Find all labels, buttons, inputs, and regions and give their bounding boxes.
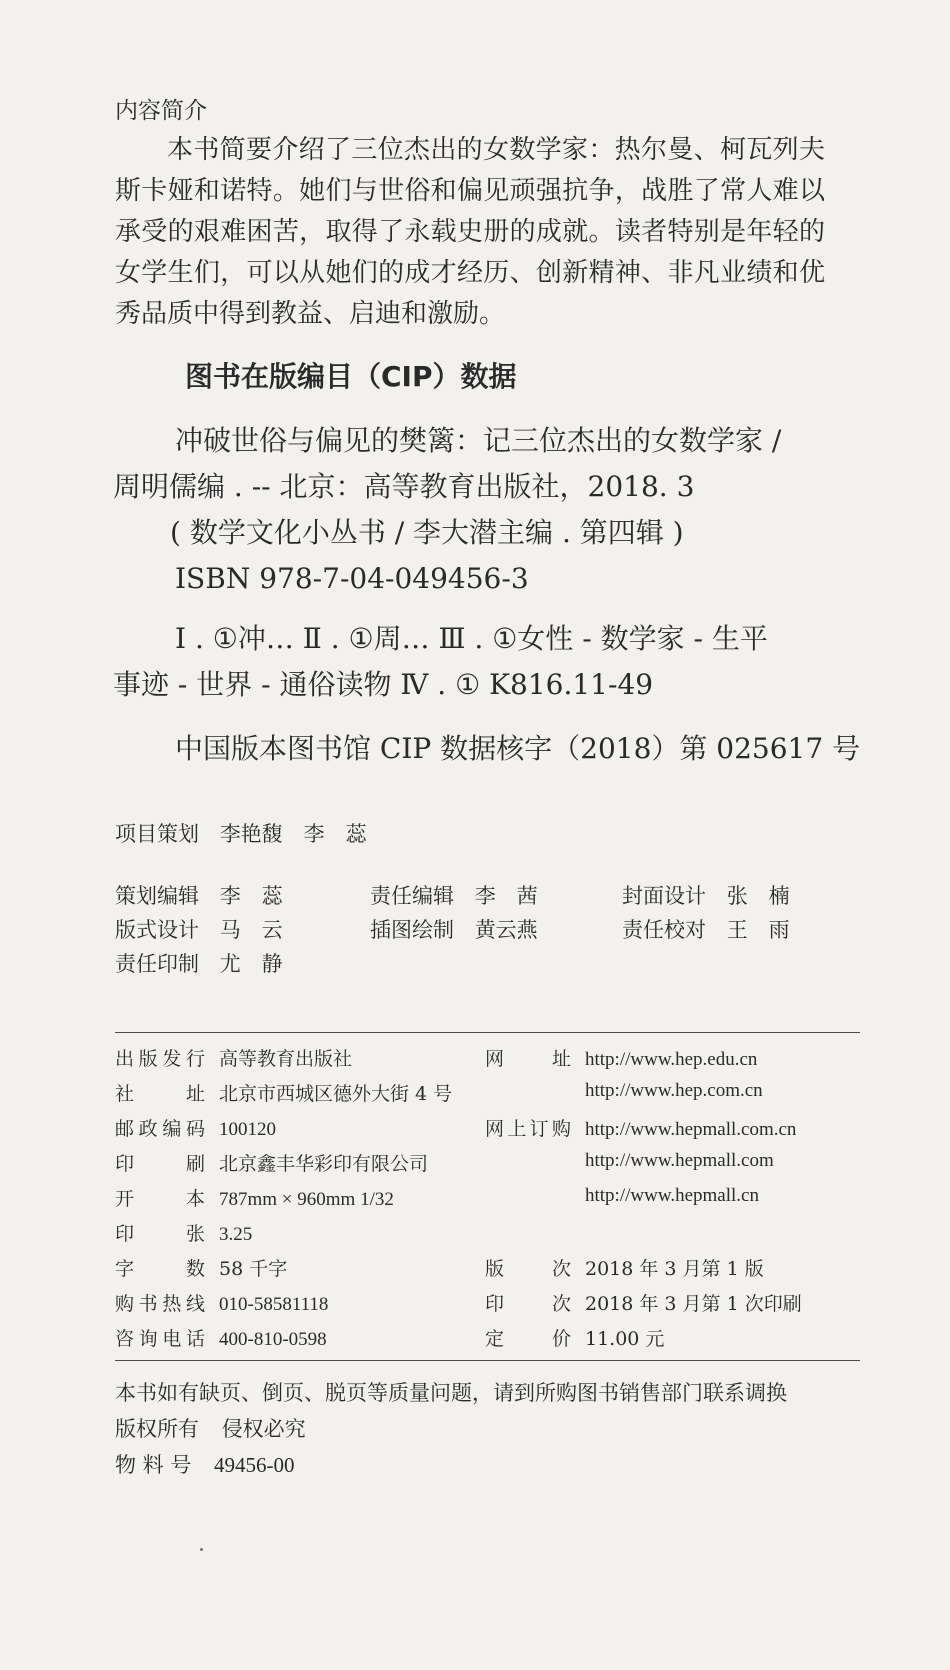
pub-label: 网址 [485, 1048, 571, 1070]
credit-item [115, 880, 283, 910]
material-label: 物 料 号 [115, 1453, 192, 1477]
credit-label: 项目策划 [115, 822, 199, 846]
credit-value: 黄云燕 [474, 918, 538, 942]
pub-label: 网上订购 [485, 1118, 571, 1140]
copyright-line [115, 1413, 306, 1443]
pub-value: 3.25 [219, 1224, 253, 1245]
pub-value: 北京市西城区德外大街 4 号 [219, 1083, 453, 1105]
pub-value: 11.00 元 [585, 1328, 665, 1350]
credit-value: 李艳馥 李 蕊 [219, 822, 367, 846]
pub-value: 2018 年 3 月第 1 版 [585, 1258, 764, 1280]
pub-value: http://www.hepmall.cn [585, 1185, 759, 1206]
credit-label: 责任印制 [115, 952, 199, 976]
pub-value: http://www.hepmall.com [585, 1150, 774, 1171]
pub-label: 购书热线 [115, 1293, 205, 1315]
credit-value: 马 云 [219, 918, 283, 942]
pub-value: http://www.hepmall.com.cn [585, 1119, 797, 1140]
pub-value: 58 千字 [219, 1258, 288, 1280]
credit-label: 责任编辑 [370, 884, 454, 908]
credit-value: 张 楠 [726, 884, 790, 908]
pub-label: 印次 [485, 1293, 571, 1315]
credit-value: 王 雨 [726, 918, 790, 942]
material-value: 49456-00 [214, 1453, 295, 1477]
credit-item [115, 914, 283, 944]
pub-label: 开本 [115, 1188, 205, 1210]
pub-row [485, 1044, 757, 1071]
credit-item [370, 880, 538, 910]
pub-label: 字数 [115, 1258, 205, 1280]
credit-label: 封面设计 [622, 884, 706, 908]
quality-notice: 本书如有缺页、倒页、脱页等质量问题，请到所购图书销售部门联系调换 [115, 1381, 787, 1405]
cip-line-3: ( 数学文化小丛书 / 李大潜主编 . 第四辑 ) [170, 516, 684, 549]
pub-label: 印刷 [115, 1153, 205, 1175]
pub-value: 100120 [219, 1119, 276, 1140]
intro-title: 内容简介 [115, 98, 207, 124]
pub-row [115, 1184, 394, 1211]
pub-row [485, 1289, 802, 1316]
pub-label: 版次 [485, 1258, 571, 1280]
credit-item [622, 880, 790, 910]
pub-row [485, 1149, 774, 1172]
pub-value: 010-58581118 [219, 1294, 329, 1315]
credit-value: 李 蕊 [219, 884, 283, 908]
pub-row [115, 1044, 352, 1071]
pub-row [485, 1324, 664, 1351]
pub-value: 787mm × 960mm 1/32 [219, 1189, 394, 1210]
pub-row [115, 1324, 327, 1351]
credit-value: 李 茜 [474, 884, 538, 908]
credit-item [370, 914, 538, 944]
pub-label: 定价 [485, 1328, 571, 1350]
pub-value: http://www.hep.edu.cn [585, 1049, 758, 1070]
pub-row [115, 1254, 287, 1281]
copyright-label: 版权所有 [115, 1417, 199, 1441]
pub-row [115, 1079, 452, 1106]
pub-label: 咨询电话 [115, 1328, 205, 1350]
print-speck [200, 1548, 203, 1551]
pub-value: 高等教育出版社 [219, 1048, 353, 1070]
cip-title: 图书在版编目（CIP）数据 [185, 360, 517, 393]
pub-row [115, 1289, 328, 1316]
copyright-value: 侵权必究 [221, 1417, 306, 1441]
intro-paragraph: 本书简要介绍了三位杰出的女数学家：热尔曼、柯瓦列夫斯卡娅和诺特。她们与世俗和偏见顽强抗争，战胜了常人难以承受的艰难困苦，取得了永载史册的成就。读者特别是年轻的女学生们，可以从她们的成才经历、创新精神、非凡业绩和优秀品质中得到教益、启迪和激励。 [115, 135, 825, 329]
material-number [115, 1449, 295, 1479]
cip-line-7: 中国版本图书馆 CIP 数据核字（2018）第 025617 号 [175, 732, 861, 765]
pub-row [485, 1184, 759, 1207]
credit-label: 策划编辑 [115, 884, 199, 908]
credit-label: 插图绘制 [370, 918, 454, 942]
cip-line-2: 周明儒编 . -- 北京：高等教育出版社，2018. 3 [113, 470, 695, 503]
pub-row [485, 1114, 796, 1141]
credit-project [115, 818, 367, 848]
cip-isbn: ISBN 978-7-04-049456-3 [175, 562, 529, 595]
credit-label: 版式设计 [115, 918, 199, 942]
credit-value: 尤 静 [219, 952, 283, 976]
credit-label: 责任校对 [622, 918, 706, 942]
pub-value: 400-810-0598 [219, 1329, 327, 1350]
pub-value: 北京鑫丰华彩印有限公司 [219, 1153, 429, 1175]
pub-value: 2018 年 3 月第 1 次印刷 [585, 1293, 802, 1315]
pub-row [485, 1254, 764, 1281]
pub-row [115, 1114, 276, 1141]
intro-body [115, 130, 825, 335]
pub-row [115, 1149, 428, 1176]
pub-row [485, 1079, 763, 1102]
pub-value: http://www.hep.com.cn [585, 1080, 763, 1101]
pub-label: 出版发行 [115, 1048, 205, 1070]
divider-bottom [115, 1360, 860, 1361]
credit-item [115, 948, 283, 978]
pub-label: 邮政编码 [115, 1118, 205, 1140]
pub-row [115, 1219, 252, 1246]
cip-line-5: Ⅰ . ①冲… Ⅱ . ①周… Ⅲ . ①女性 - 数学家 - 生平 [175, 622, 768, 655]
divider-top [115, 1032, 860, 1033]
pub-label: 社址 [115, 1083, 205, 1105]
pub-label: 印张 [115, 1223, 205, 1245]
credit-item [622, 914, 790, 944]
cip-line-1: 冲破世俗与偏见的樊篱：记三位杰出的女数学家 / [175, 424, 782, 457]
cip-line-6: 事迹 - 世界 - 通俗读物 Ⅳ . ① K816.11-49 [113, 668, 654, 701]
